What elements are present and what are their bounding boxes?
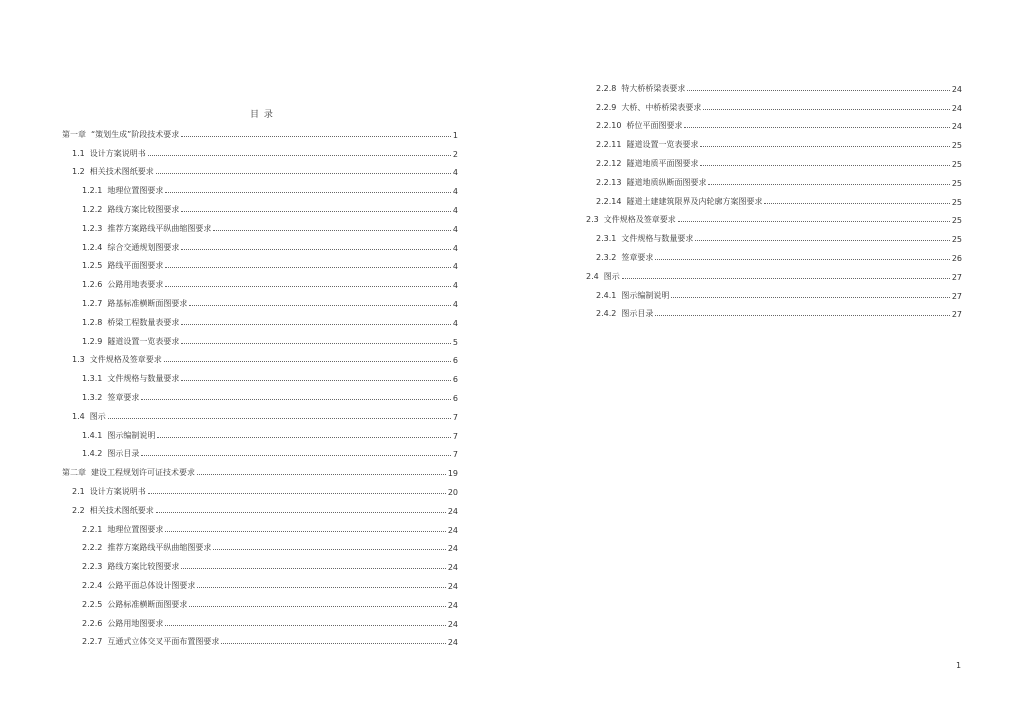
toc-entry-text: 桥位平面图要求 [626, 121, 683, 131]
toc-entry[interactable] [62, 629, 458, 648]
toc-entry-label [82, 373, 179, 384]
toc-dot-leader [165, 625, 445, 626]
toc-entry-label [82, 223, 211, 234]
toc-entry-number: 2.3.1 [596, 234, 617, 244]
toc-entry[interactable] [62, 553, 458, 572]
toc-dot-leader [671, 297, 949, 298]
toc-entry-text: 文件规格与数量要求 [107, 374, 180, 384]
toc-entry-number: 1.4.1 [82, 430, 103, 440]
toc-entry-text: 互通式立体交叉平面布置图要求 [107, 637, 220, 647]
toc-entry-number: 2.2.9 [596, 102, 617, 112]
toc-entry-label [82, 561, 179, 572]
toc-entry-text: 设计方案说明书 [89, 148, 146, 158]
toc-entry-page: 4 [452, 224, 458, 234]
page-number: 1 [956, 661, 962, 670]
toc-entry-number: 1.2.4 [82, 242, 103, 252]
toc-entry-page: 19 [447, 469, 458, 479]
toc-entry[interactable] [62, 441, 458, 460]
toc-entry-label [596, 308, 653, 319]
toc-entry-page: 6 [452, 375, 458, 385]
toc-entry-label [596, 233, 693, 244]
toc-entry-label [82, 580, 195, 591]
toc-entry-number: 1.2.1 [82, 186, 103, 196]
toc-dot-leader [687, 90, 949, 91]
toc-entry-label [596, 177, 706, 188]
toc-dot-leader [165, 531, 445, 532]
toc-entry-page: 27 [951, 310, 962, 320]
toc-entry-number: 1.2.9 [82, 336, 103, 346]
toc-entry-text: 图示编制说明 [621, 290, 670, 300]
toc-entry-label [82, 336, 179, 347]
toc-entry-number: 2.3.2 [596, 252, 617, 262]
toc-entry-label [596, 196, 762, 207]
toc-entry-page: 4 [452, 318, 458, 328]
toc-entry[interactable] [62, 309, 458, 328]
toc-entry-text: 隧道地质纵断面图要求 [626, 177, 707, 187]
toc-entry-text: 隧道土建建筑限界及内轮廓方案图要求 [626, 196, 763, 206]
toc-entry-page: 25 [951, 141, 962, 151]
toc-entry[interactable] [576, 131, 962, 150]
toc-entry-page: 4 [452, 205, 458, 215]
toc-entry-text: 地理位置图要求 [107, 524, 164, 534]
toc-entry[interactable] [576, 169, 962, 188]
toc-entry-text: 文件规格及签章要求 [89, 355, 162, 365]
toc-entry[interactable] [62, 328, 458, 347]
toc-entry-number: 2.2.13 [596, 177, 622, 187]
toc-entry-label [62, 467, 195, 478]
toc-entry-label [596, 158, 698, 169]
toc-entry[interactable] [62, 290, 458, 309]
toc-entry-number: 1.2.3 [82, 223, 103, 233]
toc-entry[interactable] [62, 610, 458, 629]
toc-dot-leader [181, 211, 451, 212]
toc-dot-leader [684, 127, 949, 128]
toc-entry-page: 7 [452, 412, 458, 422]
toc-dot-leader [622, 278, 950, 279]
toc-dot-leader [181, 568, 445, 569]
toc-entry-text: 相关技术图纸要求 [89, 505, 154, 515]
toc-entry-label [596, 102, 701, 113]
toc-dot-leader [703, 109, 949, 110]
toc-entry-text: 签章要求 [107, 392, 140, 402]
toc-entry-page: 24 [447, 619, 458, 629]
toc-dot-leader [156, 173, 451, 174]
toc-entry-number: 1.2.8 [82, 317, 103, 327]
toc-entry-label [82, 618, 163, 629]
toc-entry-text: 建设工程规划许可证技术要求 [91, 468, 195, 478]
toc-entry-number: 2.2.8 [596, 83, 617, 93]
toc-dot-leader [213, 230, 451, 231]
toc-entry-text: 隧道设置一览表要求 [107, 336, 180, 346]
toc-entry-number: 2.1 [72, 486, 85, 496]
toc-entry-text: 文件规格与数量要求 [621, 234, 694, 244]
toc-entry-text: “策划生成”阶段技术要求 [91, 129, 180, 139]
toc-entry-text: 推荐方案路线平纵曲缩图要求 [107, 543, 212, 553]
toc-entry-page: 26 [951, 253, 962, 263]
toc-dot-leader [181, 324, 451, 325]
toc-entry-label [586, 214, 676, 225]
toc-entry-label [596, 120, 682, 131]
toc-entry-label [82, 542, 211, 553]
toc-entry-label [82, 317, 179, 328]
toc-dot-leader [764, 203, 949, 204]
toc-entry-label [82, 185, 163, 196]
toc-dot-leader [700, 146, 949, 147]
toc-entry-text: 签章要求 [621, 252, 654, 262]
toc-entry[interactable] [576, 207, 962, 226]
toc-entry[interactable] [576, 75, 962, 94]
toc-entry-page: 2 [452, 149, 458, 159]
toc-entry-label [62, 129, 179, 140]
toc-entry-label [82, 392, 139, 403]
toc-entry-page: 24 [447, 544, 458, 554]
toc-entry-label [82, 279, 163, 290]
toc-entry-text: 路线方案比较图要求 [107, 562, 180, 572]
toc-entry-label [72, 166, 154, 177]
toc-entry-page: 25 [951, 216, 962, 226]
toc-dot-leader [700, 165, 949, 166]
toc-entry-label [72, 505, 154, 516]
toc-entry-number: 1.1 [72, 148, 85, 158]
toc-entry-number: 2.4.1 [596, 290, 617, 300]
toc-entry-number: 1.3.1 [82, 374, 103, 384]
toc-dot-leader [181, 249, 451, 250]
toc-dot-leader [197, 587, 445, 588]
toc-entry-number: 2.2.5 [82, 599, 103, 609]
toc-entry[interactable] [576, 225, 962, 244]
toc-entry-text: 综合交通规划图要求 [107, 242, 180, 252]
toc-entry-number: 1.3 [72, 355, 85, 365]
toc-dot-leader [708, 184, 949, 185]
toc-entry[interactable] [576, 301, 962, 320]
toc-entry-number: 2.3 [586, 215, 599, 225]
toc-dot-leader [148, 493, 446, 494]
toc-entry[interactable] [576, 263, 962, 282]
toc-dot-leader [181, 136, 451, 137]
toc-dot-leader [655, 259, 949, 260]
toc-entry-page: 4 [452, 187, 458, 197]
toc-entry-text: 公路标准横断面图要求 [107, 599, 188, 609]
toc-entry-page: 25 [951, 178, 962, 188]
toc-entry-number: 第一章 [62, 129, 86, 139]
toc-entry-page: 20 [447, 487, 458, 497]
toc-entry[interactable] [576, 244, 962, 263]
toc-entry[interactable] [62, 422, 458, 441]
toc-entry-label [72, 354, 162, 365]
toc-entry-number: 2.4.2 [596, 309, 617, 319]
toc-entry[interactable] [62, 591, 458, 610]
toc-dot-leader [678, 221, 950, 222]
toc-entry-text: 公路用地表要求 [107, 280, 164, 290]
toc-entry-number: 2.2.12 [596, 158, 622, 168]
toc-dot-leader [108, 418, 451, 419]
toc-entry[interactable] [62, 234, 458, 253]
toc-entry[interactable] [62, 196, 458, 215]
toc-entry-page: 25 [951, 235, 962, 245]
toc-entry[interactable] [62, 177, 458, 196]
toc-entry-text: 推荐方案路线平纵曲缩图要求 [107, 223, 212, 233]
toc-entry-page: 25 [951, 159, 962, 169]
toc-dot-leader [197, 474, 446, 475]
toc-entry-number: 2.2 [72, 505, 85, 515]
toc-entry-text: 公路平面总体设计图要求 [107, 580, 196, 590]
toc-dot-leader [157, 437, 451, 438]
toc-entry-number: 1.2 [72, 167, 85, 177]
toc-entry-page: 24 [951, 84, 962, 94]
toc-entry-label [596, 83, 685, 94]
toc-entry-label [82, 204, 179, 215]
toc-dot-leader [141, 455, 451, 456]
toc-entry-page: 1 [452, 130, 458, 140]
toc-entry[interactable] [62, 347, 458, 366]
toc-entry-text: 图示 [603, 271, 620, 281]
toc-entry-number: 2.2.4 [82, 580, 103, 590]
toc-entry-text: 设计方案说明书 [89, 486, 146, 496]
toc-entry[interactable] [576, 113, 962, 132]
toc-entry-number: 1.4 [72, 411, 85, 421]
toc-entry-text: 路线平面图要求 [107, 261, 164, 271]
toc-dot-leader [148, 155, 451, 156]
toc-entry-page: 5 [452, 337, 458, 347]
toc-entry[interactable] [62, 478, 458, 497]
toc-entry-text: 图示编制说明 [107, 430, 156, 440]
toc-dot-leader [165, 267, 451, 268]
toc-entry-text: 路基标准横断面图要求 [107, 298, 188, 308]
toc-entry-page: 4 [452, 299, 458, 309]
toc-entry-page: 24 [951, 103, 962, 113]
toc-dot-leader [189, 606, 445, 607]
toc-entry-label [82, 448, 139, 459]
toc-entry-label [72, 148, 146, 159]
toc-entry-page: 24 [447, 525, 458, 535]
toc-entry-label [82, 298, 187, 309]
toc-entry-page: 27 [951, 272, 962, 282]
toc-right-column [576, 75, 962, 319]
toc-entry-number: 2.2.6 [82, 618, 103, 628]
toc-entry[interactable] [576, 282, 962, 301]
toc-entry-label [82, 599, 187, 610]
toc-entry-page: 4 [452, 168, 458, 178]
toc-dot-leader [165, 286, 451, 287]
toc-dot-leader [221, 643, 445, 644]
toc-entry[interactable] [62, 497, 458, 516]
toc-entry-number: 2.2.14 [596, 196, 622, 206]
toc-entry-label [72, 486, 146, 497]
toc-entry-number: 1.2.5 [82, 261, 103, 271]
toc-entry-number: 1.2.7 [82, 298, 103, 308]
toc-entry-label [586, 271, 620, 282]
toc-entry-number: 2.2.1 [82, 524, 103, 534]
toc-entry-label [596, 290, 669, 301]
toc-entry-page: 7 [452, 450, 458, 460]
toc-left-column [62, 121, 458, 647]
toc-entry[interactable] [62, 403, 458, 422]
toc-entry-number: 第二章 [62, 468, 86, 478]
toc-dot-leader [189, 305, 451, 306]
toc-entry-text: 隧道地质平面图要求 [626, 158, 699, 168]
toc-entry-label [82, 430, 155, 441]
toc-entry-page: 4 [452, 281, 458, 291]
toc-dot-leader [164, 361, 451, 362]
toc-entry[interactable] [576, 150, 962, 169]
toc-dot-leader [695, 240, 949, 241]
toc-entry-number: 1.4.2 [82, 449, 103, 459]
toc-entry-number: 1.2.6 [82, 280, 103, 290]
toc-entry[interactable] [62, 215, 458, 234]
toc-entry[interactable] [62, 516, 458, 535]
toc-entry-text: 公路用地图要求 [107, 618, 164, 628]
toc-entry[interactable] [62, 535, 458, 554]
toc-entry-text: 图示目录 [621, 309, 654, 319]
toc-entry-text: 路线方案比较图要求 [107, 204, 180, 214]
toc-entry[interactable] [62, 159, 458, 178]
toc-entry-page: 25 [951, 197, 962, 207]
toc-entry-text: 文件规格及签章要求 [603, 215, 676, 225]
toc-entry[interactable] [62, 121, 458, 140]
toc-entry-number: 2.2.2 [82, 543, 103, 553]
toc-entry-label [82, 636, 219, 647]
toc-entry-label [82, 524, 163, 535]
toc-entry-page: 27 [951, 291, 962, 301]
toc-entry-text: 图示目录 [107, 449, 140, 459]
toc-entry-text: 相关技术图纸要求 [89, 167, 154, 177]
toc-entry-page: 24 [951, 122, 962, 132]
toc-entry-number: 2.4 [586, 271, 599, 281]
toc-entry[interactable] [62, 572, 458, 591]
toc-entry[interactable] [62, 140, 458, 159]
toc-entry-text: 桥梁工程数量表要求 [107, 317, 180, 327]
toc-dot-leader [655, 315, 949, 316]
toc-entry-label [72, 411, 106, 422]
toc-entry-page: 24 [447, 638, 458, 648]
toc-entry[interactable] [62, 271, 458, 290]
toc-entry-number: 2.2.3 [82, 562, 103, 572]
toc-title: 目 录 [250, 110, 274, 120]
toc-entry-page: 6 [452, 356, 458, 366]
toc-entry-page: 24 [447, 600, 458, 610]
toc-entry-text: 隧道设置一览表要求 [626, 140, 699, 150]
toc-entry-number: 1.3.2 [82, 392, 103, 402]
toc-entry-text: 特大桥桥梁表要求 [621, 83, 686, 93]
toc-dot-leader [181, 343, 451, 344]
toc-dot-leader [156, 512, 446, 513]
toc-entry-label [596, 139, 698, 150]
toc-entry-page: 4 [452, 262, 458, 272]
toc-entry-label [596, 252, 653, 263]
toc-entry[interactable] [62, 365, 458, 384]
toc-entry[interactable] [62, 384, 458, 403]
toc-entry-label [82, 260, 163, 271]
toc-entry-text: 图示 [89, 411, 106, 421]
toc-entry-text: 地理位置图要求 [107, 186, 164, 196]
toc-entry-page: 24 [447, 506, 458, 516]
toc-dot-leader [181, 380, 451, 381]
toc-entry-number: 2.2.10 [596, 121, 622, 131]
toc-entry[interactable] [62, 253, 458, 272]
toc-entry-number: 2.2.11 [596, 140, 622, 150]
toc-entry-text: 大桥、中桥桥梁表要求 [621, 102, 702, 112]
toc-entry-page: 7 [452, 431, 458, 441]
toc-entry[interactable] [62, 459, 458, 478]
toc-entry[interactable] [576, 188, 962, 207]
toc-entry-page: 4 [452, 243, 458, 253]
toc-entry[interactable] [576, 94, 962, 113]
toc-dot-leader [141, 399, 451, 400]
toc-entry-page: 24 [447, 563, 458, 573]
toc-entry-page: 6 [452, 393, 458, 403]
toc-entry-page: 24 [447, 581, 458, 591]
toc-dot-leader [213, 549, 445, 550]
toc-entry-label [82, 242, 179, 253]
toc-entry-number: 2.2.7 [82, 637, 103, 647]
toc-dot-leader [165, 192, 451, 193]
toc-entry-number: 1.2.2 [82, 204, 103, 214]
